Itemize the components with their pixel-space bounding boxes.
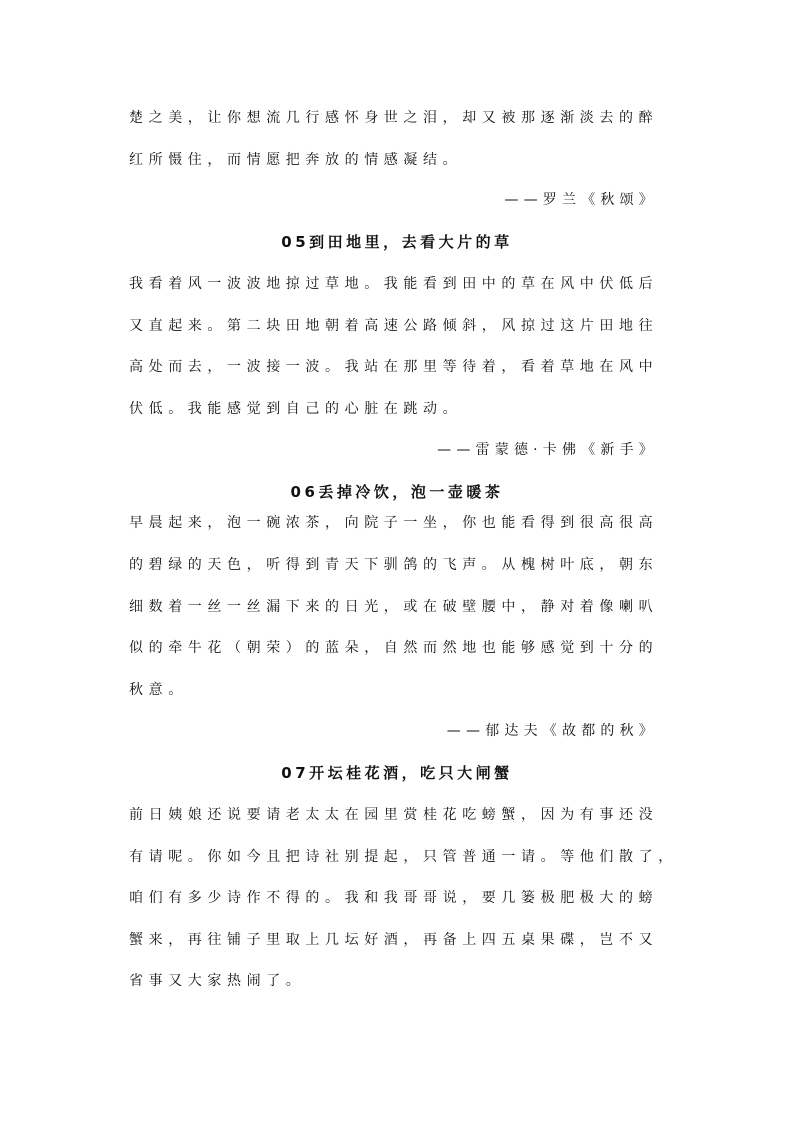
paragraph-line: 楚之美，让你想流几行感怀身世之泪，却又被那逐渐淡去的醉 <box>129 110 659 126</box>
section-heading: 07开坛桂花酒，吃只大闸蟹 <box>281 764 513 782</box>
paragraph-line: 省事又大家热闹了。 <box>129 973 306 989</box>
paragraph-line: 前日姨娘还说要请老太太在园里赏桂花吃螃蟹，因为有事还没 <box>129 807 659 823</box>
paragraph-line: 蟹来，再往铺子里取上几坛好酒，再备上四五桌果碟，岂不又 <box>129 932 659 948</box>
paragraph-line: 高处而去，一波接一波。我站在那里等待着，看着草地在风中 <box>129 359 659 375</box>
attribution: ——罗兰《秋颂》 <box>504 192 658 208</box>
paragraph-line: 我看着风一波波地掠过草地。我能看到田中的草在风中伏低后 <box>129 276 659 292</box>
paragraph-line: 有请呢。你如今且把诗社别提起，只管普通一请。等他们散了， <box>129 849 678 865</box>
paragraph-line: 红所慑住，而情愿把奔放的情感凝结。 <box>129 152 463 168</box>
paragraph-line: 似的牵牛花（朝荣）的蓝朵，自然而然地也能够感觉到十分的 <box>129 640 659 656</box>
attribution: ——郁达夫《故都的秋》 <box>446 723 658 739</box>
paragraph-line: 咱们有多少诗作不得的。我和我哥哥说，要几篓极肥极大的螃 <box>129 890 659 906</box>
attribution: ——雷蒙德·卡佛《新手》 <box>437 442 658 458</box>
paragraph-line: 早晨起来，泡一碗浓茶，向院子一坐，你也能看得到很高很高 <box>129 515 659 531</box>
paragraph-line: 又直起来。第二块田地朝着高速公路倾斜，风掠过这片田地往 <box>129 318 659 334</box>
paragraph-line: 的碧绿的天色，听得到青天下驯鸽的飞声。从槐树叶底，朝东 <box>129 557 659 573</box>
section-heading: 05到田地里，去看大片的草 <box>281 233 513 251</box>
section-heading: 06丢掉冷饮，泡一壶暖茶 <box>290 483 504 501</box>
paragraph-line: 伏低。我能感觉到自己的心脏在跳动。 <box>129 401 463 417</box>
paragraph-line: 细数着一丝一丝漏下来的日光，或在破壁腰中，静对着像喇叭 <box>129 599 659 615</box>
paragraph-line: 秋意。 <box>129 682 188 698</box>
